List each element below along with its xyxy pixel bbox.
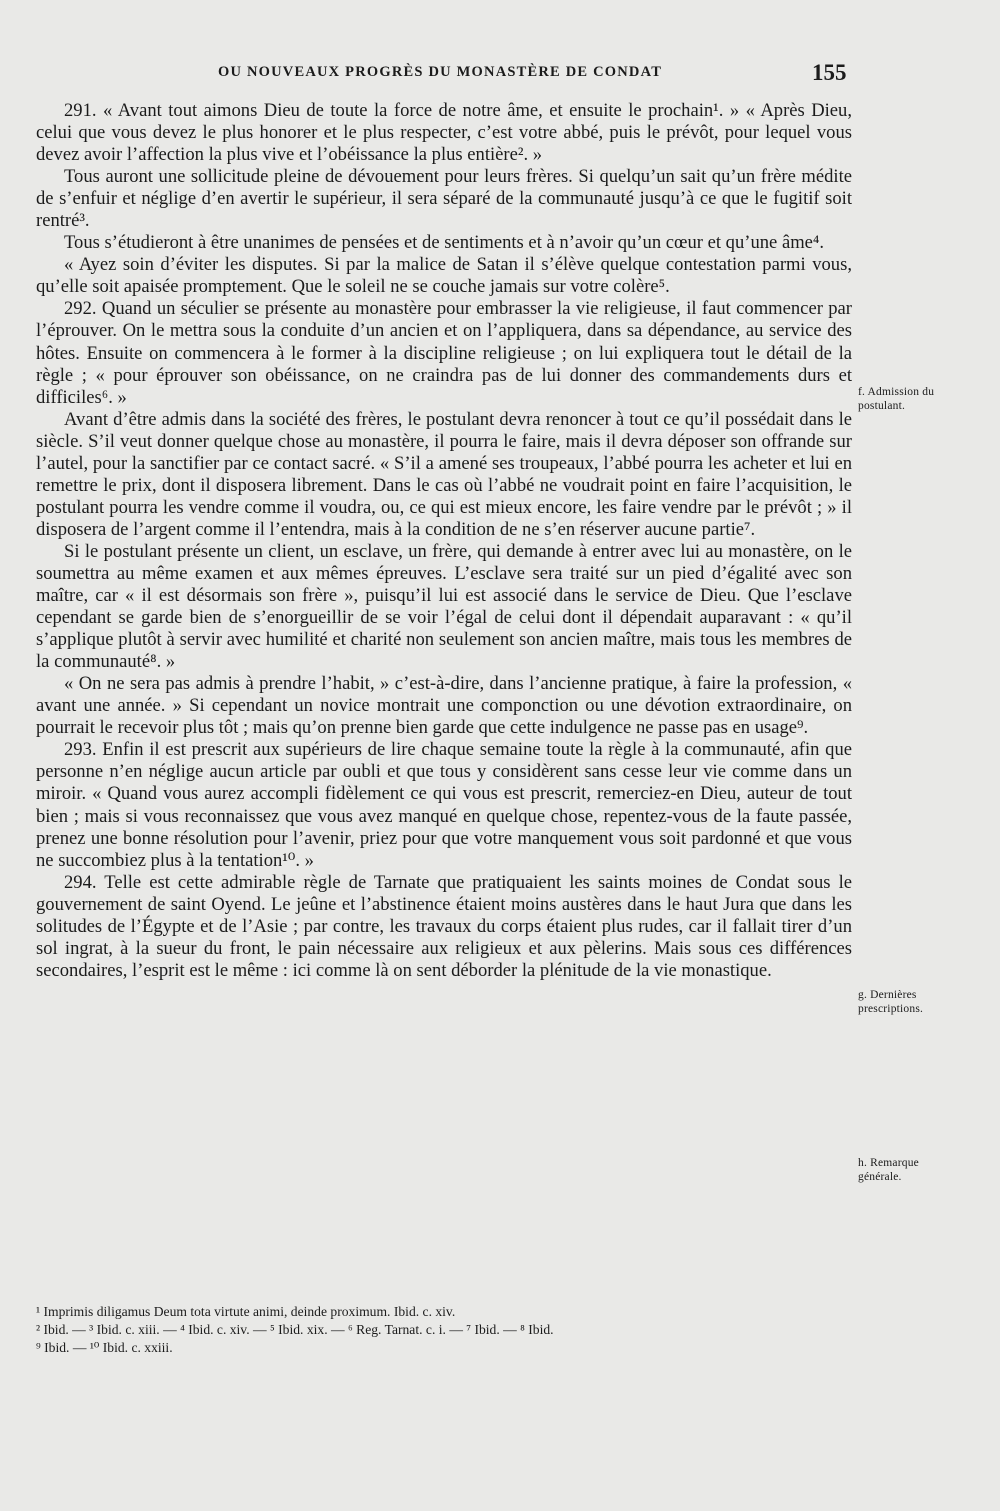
paragraph: Tous auront une sollicitude pleine de dévouement pour leurs frères. Si quelqu’un sait qu’un frère médite de s’enfuir et néglige d’en avertir le supérieur, il sera séparé de la communauté jusqu’à ce que le fugitif soit rentré³. — [36, 166, 852, 232]
paragraph: « Ayez soin d’éviter les disputes. Si par la malice de Satan il s’élève quelque contestation parmi vous, qu’elle soit apaisée promptement. Que le soleil ne se couche jamais sur votre colère⁵. — [36, 254, 852, 298]
footnote-line: ⁹ Ibid. — ¹⁰ Ibid. c. xxiii. — [36, 1340, 173, 1355]
body-text — [36, 100, 852, 982]
page-number: 155 — [812, 60, 847, 85]
page-header — [0, 60, 1000, 88]
running-title: OU NOUVEAUX PROGRÈS DU MONASTÈRE DE CONDAT — [218, 64, 663, 80]
paragraph: « On ne sera pas admis à prendre l’habit, » c’est-à-dire, dans l’ancienne pratique, à faire la profession, « avant une année. » Si cependant un novice montrait une componction ou une dévotion extraordinaire, on pourrait le recevoir plus tôt ; mais qu’on prenne bien garde que cette indulgence ne passe pas en usage⁹. — [36, 673, 852, 739]
margin-note-remarque: h. Remarque générale. — [858, 1157, 919, 1183]
paragraph: Si le postulant présente un client, un esclave, un frère, qui demande à entrer avec lui au monastère, on le soumettra au même examen et aux mêmes épreuves. L’esclave sera traité sur un pied d’égalité avec son maître, car « il est désormais son frère », puisqu’il lui est associé dans le service de Dieu. Que l’esclave cependant se garde bien de s’enorgueillir de se voir l’égal de celui dont il dépendait auparavant : « qu’il s’applique plutôt à servir avec humilité et charité non seulement son ancien maître, mais tous les membres de la communauté⁸. » — [36, 540, 852, 673]
paragraph-294: 294. Telle est cette admirable règle de Tarnate que pratiquaient les saints moines de Condat sous le gouvernement de saint Oyend. Le jeûne et l’abstinence étaient moins austères dans le haut Jura que dans les solitudes de l’Égypte et de l’Asie ; par contre, les travaux du corps étaient plus rudes, car il fallait tirer d’un sol ingrat, à la sueur du front, le pain nécessaire aux religieux et aux pèlerins. Mais sous ces différences secondaires, l’esprit est le même : ici comme là on sent déborder la plénitude de la vie monastique. — [36, 871, 852, 981]
paragraph: Avant d’être admis dans la société des frères, le postulant devra renoncer à tout ce qu’il possédait dans le siècle. S’il veut donner quelque chose au monastère, il pourra le faire, mais il devra déposer son offrande sur l’autel, pour la sanctifier par ce contact sacré. « S’il a amené ses troupeaux, l’abbé pourra les acheter et lui en remettre le prix, dont il disposera librement. Dans le cas où l’abbé ne voudrait point en faire l’acquisition, le postulant pourra les vendre comme il voudra, ou, ce qui est mieux encore, les faire vendre par le prévôt ; » il disposera de l’argent comme il l’entendra, mais à la condition de ne s’en réserver aucune partie⁷. — [36, 408, 852, 540]
paragraph-293: 293. Enfin il est prescrit aux supérieurs de lire chaque semaine toute la règle à la communauté, afin que personne n’en néglige aucun article par oubli et que tous y considèrent sans cesse leur vie comme dans un miroir. « Quand vous aurez accompli fidèlement ce qui vous est prescrit, remerciez-en Dieu, auteur de tout bien ; mais si vous reconnaissez que vous avez manqué en quelque chose, repentez-vous de la faute passée, prenez une bonne résolution pour l’avenir, priez pour que votre manquement vous soit pardonné et que vous ne succombiez plus à la tentation¹⁰. » — [36, 739, 852, 871]
paragraph-291: 291. « Avant tout aimons Dieu de toute la force de notre âme, et ensuite le prochain¹. » « Après Dieu, celui que vous devez le plus honorer et le plus respecter, c’est votre abbé, puis le prévôt, pour lequel vous devez avoir l’affection la plus vive et l’obéissance la plus entière². » — [36, 100, 852, 166]
paragraph-292: 292. Quand un séculier se présente au monastère pour embrasser la vie religieuse, il faut commencer par l’éprouver. On le mettra sous la conduite d’un ancien et on l’appliquera, dans sa dépendance, au service des hôtes. Ensuite on commencera à le former à la discipline religieuse ; on lui expliquera tout le détail de la règle ; « pour éprouver son obéissance, on ne craindra pas de lui donner des commandements durs et difficiles⁶. » — [36, 298, 852, 408]
margin-note-admission: f. Admission du postulant. — [858, 386, 935, 412]
footnote-line: ² Ibid. — ³ Ibid. c. xiii. — ⁴ Ibid. c. xiv. — ⁵ Ibid. xix. — ⁶ Reg. Tarnat. c. i. — ⁷ Ibid. — ⁸ Ibid. — [36, 1322, 554, 1337]
footnote-line: ¹ Imprimis diligamus Deum tota virtute animi, deinde proximum. Ibid. c. xiv. — [36, 1304, 456, 1319]
footnotes — [36, 1303, 852, 1357]
paragraph: Tous s’étudieront à être unanimes de pensées et de sentiments et à n’avoir qu’un cœur et qu’une âme⁴. — [64, 232, 825, 254]
margin-note-prescriptions: g. Dernières prescriptions. — [858, 989, 924, 1015]
